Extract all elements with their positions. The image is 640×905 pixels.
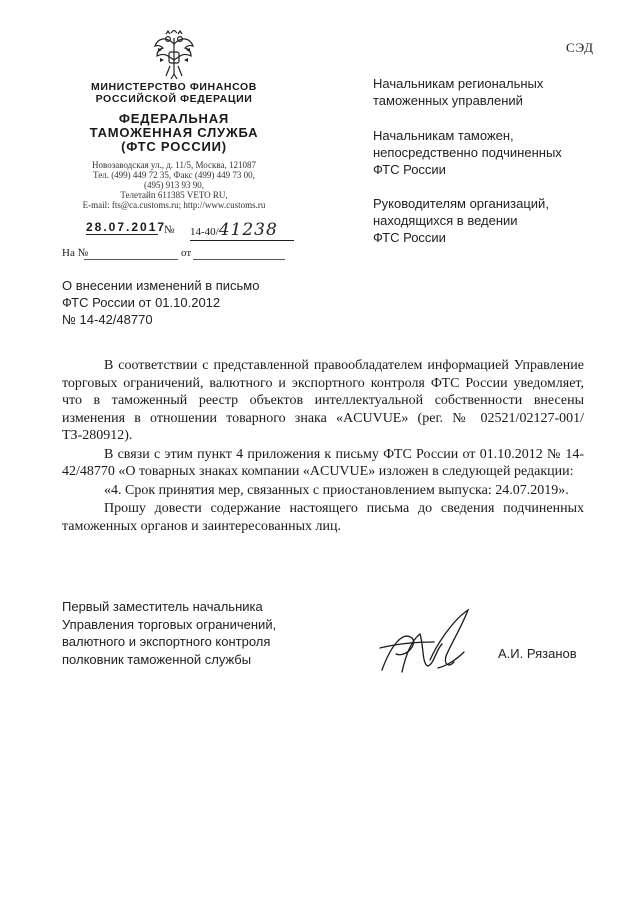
contact-line: (495) 913 93 90, [144,180,204,190]
letter-subject: О внесении изменений в письмо ФТС России от 01.10.2012 № 14-42/48770 [62,278,260,327]
addressee-customs: Начальникам таможен, непосредственно подчиненных ФТС России [373,128,562,177]
body-paragraph: В соответствии с представленной правообладателем информацией Управление торговых ограничений, валютного и экспортного контроля ФТС России уведомляет, что в таможенный реестр объектов интеллектуальной собственности внесены изменения в отношении товарного знака «ACUVUE» (рег. № 02521/02127-001/ТЗ-280912). [62,358,584,443]
letter-body [62,357,584,535]
service-line: (ФТС РОССИИ) [121,139,227,154]
contact-line: Новозаводская ул., д. 11/5, Москва, 121087 [92,160,256,170]
contact-line: E-mail: fts@ca.customs.ru; http://www.customs.ru [82,200,266,210]
contact-line: Телетайп 611385 VETO RU, [120,190,228,200]
addressee-organizations: Руководителям организаций, находящихся в ведении ФТС России [373,196,549,245]
signer-title: Первый заместитель начальника Управления торговых ограничений, валютного и экспортного контроля полковник таможенной службы [62,599,277,667]
body-paragraph: В связи с этим пункт 4 приложения к письму ФТС России от 01.10.2012 № 14-42/48770 «О товарных знаках компании «ACUVUE» изложен в следующей редакции: [62,446,584,479]
sed-mark: СЭД [566,40,595,55]
addressee-regional: Начальникам региональных таможенных управлений [373,76,544,108]
double-headed-eagle-emblem-icon [152,30,196,80]
number-prefix: № [164,224,175,236]
ministry-name: МИНИСТЕРСТВО ФИНАНСОВ РОССИЙСКОЙ ФЕДЕРАЦИИ [91,81,257,105]
service-line: ФЕДЕРАЛЬНАЯ [118,111,230,126]
document-number [190,220,294,241]
reference-number-label: На № [62,247,89,259]
signer-name: А.И. Рязанов [498,646,577,661]
handwritten-signature-icon [372,608,482,678]
sender-contacts [58,160,290,210]
number-printed: 14-40/ [190,226,219,238]
reference-date-label: от [181,247,192,259]
service-name [70,112,278,154]
reference-date-line [193,259,285,260]
document-date: 28.07.2017 [86,220,167,234]
reference-number-line [84,259,178,260]
contact-line: Тел. (499) 449 72 35, Факс (499) 449 73 00, [93,170,255,180]
service-line: ТАМОЖЕННАЯ СЛУЖБА [89,125,259,140]
body-paragraph: Прошу довести содержание настоящего письма до сведения подчиненных таможенных органов и заинтересованных лиц. [62,501,584,534]
body-paragraph: «4. Срок принятия мер, связанных с приостановлением выпуска: 24.07.2019». [104,482,569,498]
number-handwritten: 41238 [218,220,278,240]
